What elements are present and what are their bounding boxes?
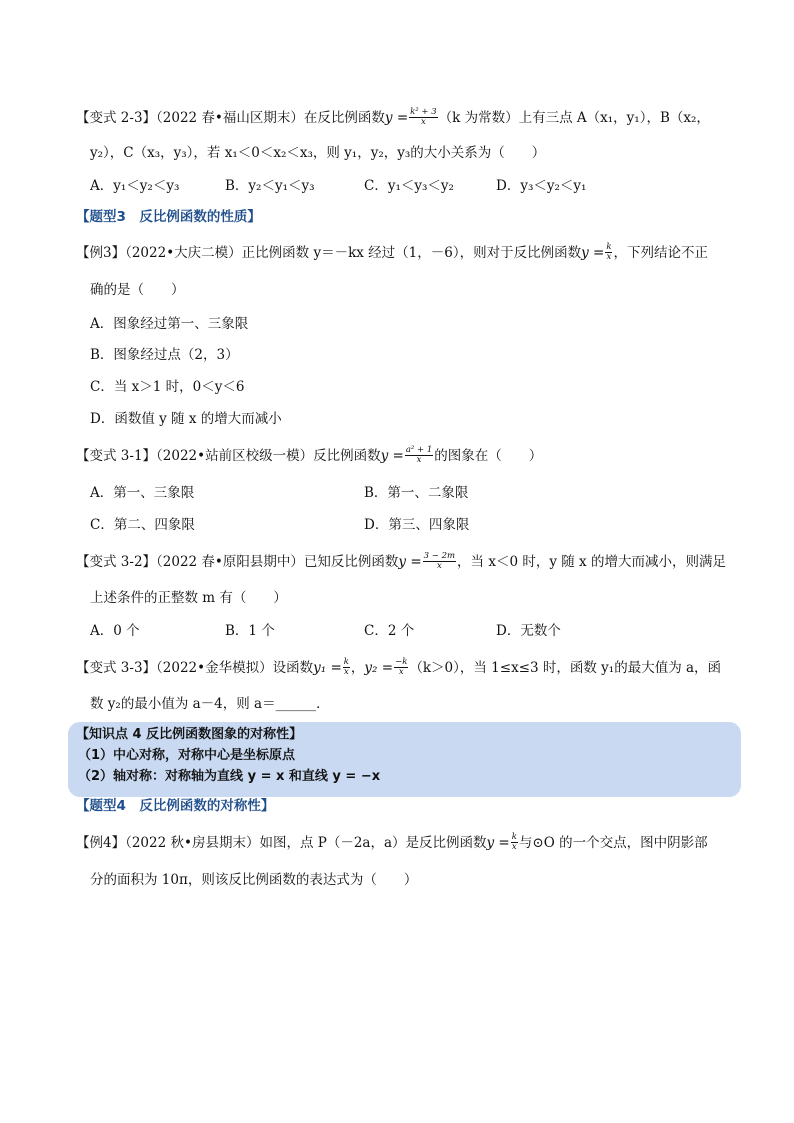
e4-line1 (76, 833, 708, 853)
knowledge-point-4-item-2: （2）轴对称：对称轴为直线 y = x 和直线 y = −x (78, 769, 381, 784)
v23-option-c: C．y₁＜y₃＜y₂ (364, 178, 454, 194)
v23-line2: y₂），C（x₃，y₃），若 x₁＜0＜x₂＜x₃，则 y₁，y₂，y₃的大小关系为（ ） (90, 145, 546, 161)
v32-text: 【变式 3-2】（2022 春•原阳县期中）已知反比例函数 (76, 554, 399, 570)
e3-text-post: ，下列结论不正 (613, 245, 708, 261)
v33-fraction2: $\frac{-k}{x}$ (395, 657, 408, 677)
v32-option-d: D．无数个 (496, 623, 561, 639)
e3-line1 (76, 243, 708, 263)
knowledge-point-4-item-1: （1）中心对称，对称中心是坐标原点 (78, 748, 296, 763)
e3-option-d: D．函数值 y 随 x 的增大而减小 (90, 411, 282, 427)
v23-line1 (76, 108, 710, 128)
v31-text: 【变式 3-1】（2022•站前区校级一模）反比例函数 (76, 448, 381, 464)
e4-line2: 分的面积为 10π，则该反比例函数的表达式为（ ） (90, 872, 418, 888)
topic-4-heading: 【题型4 反比例函数的对称性】 (76, 798, 275, 814)
v32-line2: 上述条件的正整数 m 有（ ） (90, 590, 287, 606)
e3-line2: 确的是（ ） (90, 282, 185, 298)
e4-func: y = (486, 835, 510, 851)
v33-text: 【变式 3-3】（2022•金华模拟）设函数 (76, 660, 314, 676)
v31-option-c: C．第二、四象限 (90, 517, 195, 533)
knowledge-point-4-box (68, 722, 741, 797)
v32-text-post: ，当 x＜0 时，y 随 x 的增大而减小，则满足 (457, 554, 726, 570)
v31-fraction: $\frac{\text{a² + 1}}{x}$ (405, 445, 433, 465)
e3-fraction: $\frac{k}{x}$ (606, 242, 612, 262)
v31-option-b: B．第一、二象限 (364, 485, 469, 501)
e3-text: 【例3】（2022•大庆二模）正比例函数 y＝－kx 经过（1，－6），则对于反比例函数 (76, 245, 582, 261)
v32-option-a: A．0 个 (90, 623, 140, 639)
v31-option-a: A．第一、三象限 (90, 485, 195, 501)
v23-fraction: $\frac{\text{k² + 3}}{x}$ (410, 107, 437, 127)
v32-option-c: C．2 个 (364, 623, 415, 639)
e3-option-a: A．图象经过第一、三象限 (90, 316, 249, 332)
v31-func: y = (380, 448, 404, 464)
e4-fraction: $\frac{k}{x}$ (511, 832, 517, 852)
v32-option-b: B．1 个 (225, 623, 275, 639)
v23-option-d: D．y₃＜y₂＜y₁ (496, 178, 587, 194)
v23-text-post: （k 为常数）上有三点 A（x₁，y₁），B（x₂， (438, 110, 710, 126)
v31-text-post: 的图象在（ ） (434, 448, 543, 464)
v33-func2: y₂ = (364, 660, 394, 676)
v32-func: y = (398, 554, 422, 570)
knowledge-point-4-title: 【知识点 4 反比例函数图象的对称性】 (76, 727, 303, 742)
topic-3-heading: 【题型3 反比例函数的性质】 (76, 209, 261, 225)
v33-sep: ， (350, 660, 365, 676)
v31-option-d: D．第三、四象限 (364, 517, 470, 533)
v23-option-a: A．y₁＜y₂＜y₃ (90, 178, 180, 194)
e3-option-b: B．图象经过点（2，3） (90, 347, 239, 363)
e3-func: y = (581, 245, 605, 261)
e4-text: 【例4】（2022 秋•房县期末）如图，点 P（－2a，a）是反比例函数 (76, 835, 487, 851)
v33-fraction1: $\frac{k}{x}$ (343, 657, 349, 677)
v32-fraction: $\frac{3 - 2m}{x}$ (423, 551, 456, 571)
v33-func1: y₁ = (313, 660, 342, 676)
e4-text-post: 与⊙O 的一个交点，图中阴影部 (518, 835, 708, 851)
v31-line1 (76, 446, 542, 466)
v23-text: 【变式 2-3】（2022 春•福山区期末）在反比例函数 (76, 110, 385, 126)
v32-line1 (76, 552, 726, 572)
v33-line2: 数 y₂的最小值为 a－4，则 a＝______． (90, 696, 330, 712)
e3-option-c: C．当 x＞1 时，0＜y＜6 (90, 379, 245, 395)
v33-text-post: （k＞0），当 1≤x≤3 时，函数 y₁的最大值为 a，函 (409, 660, 722, 676)
v23-option-b: B．y₂＜y₁＜y₃ (225, 178, 315, 194)
v23-func: y = (384, 110, 409, 126)
v33-line1 (76, 658, 721, 678)
